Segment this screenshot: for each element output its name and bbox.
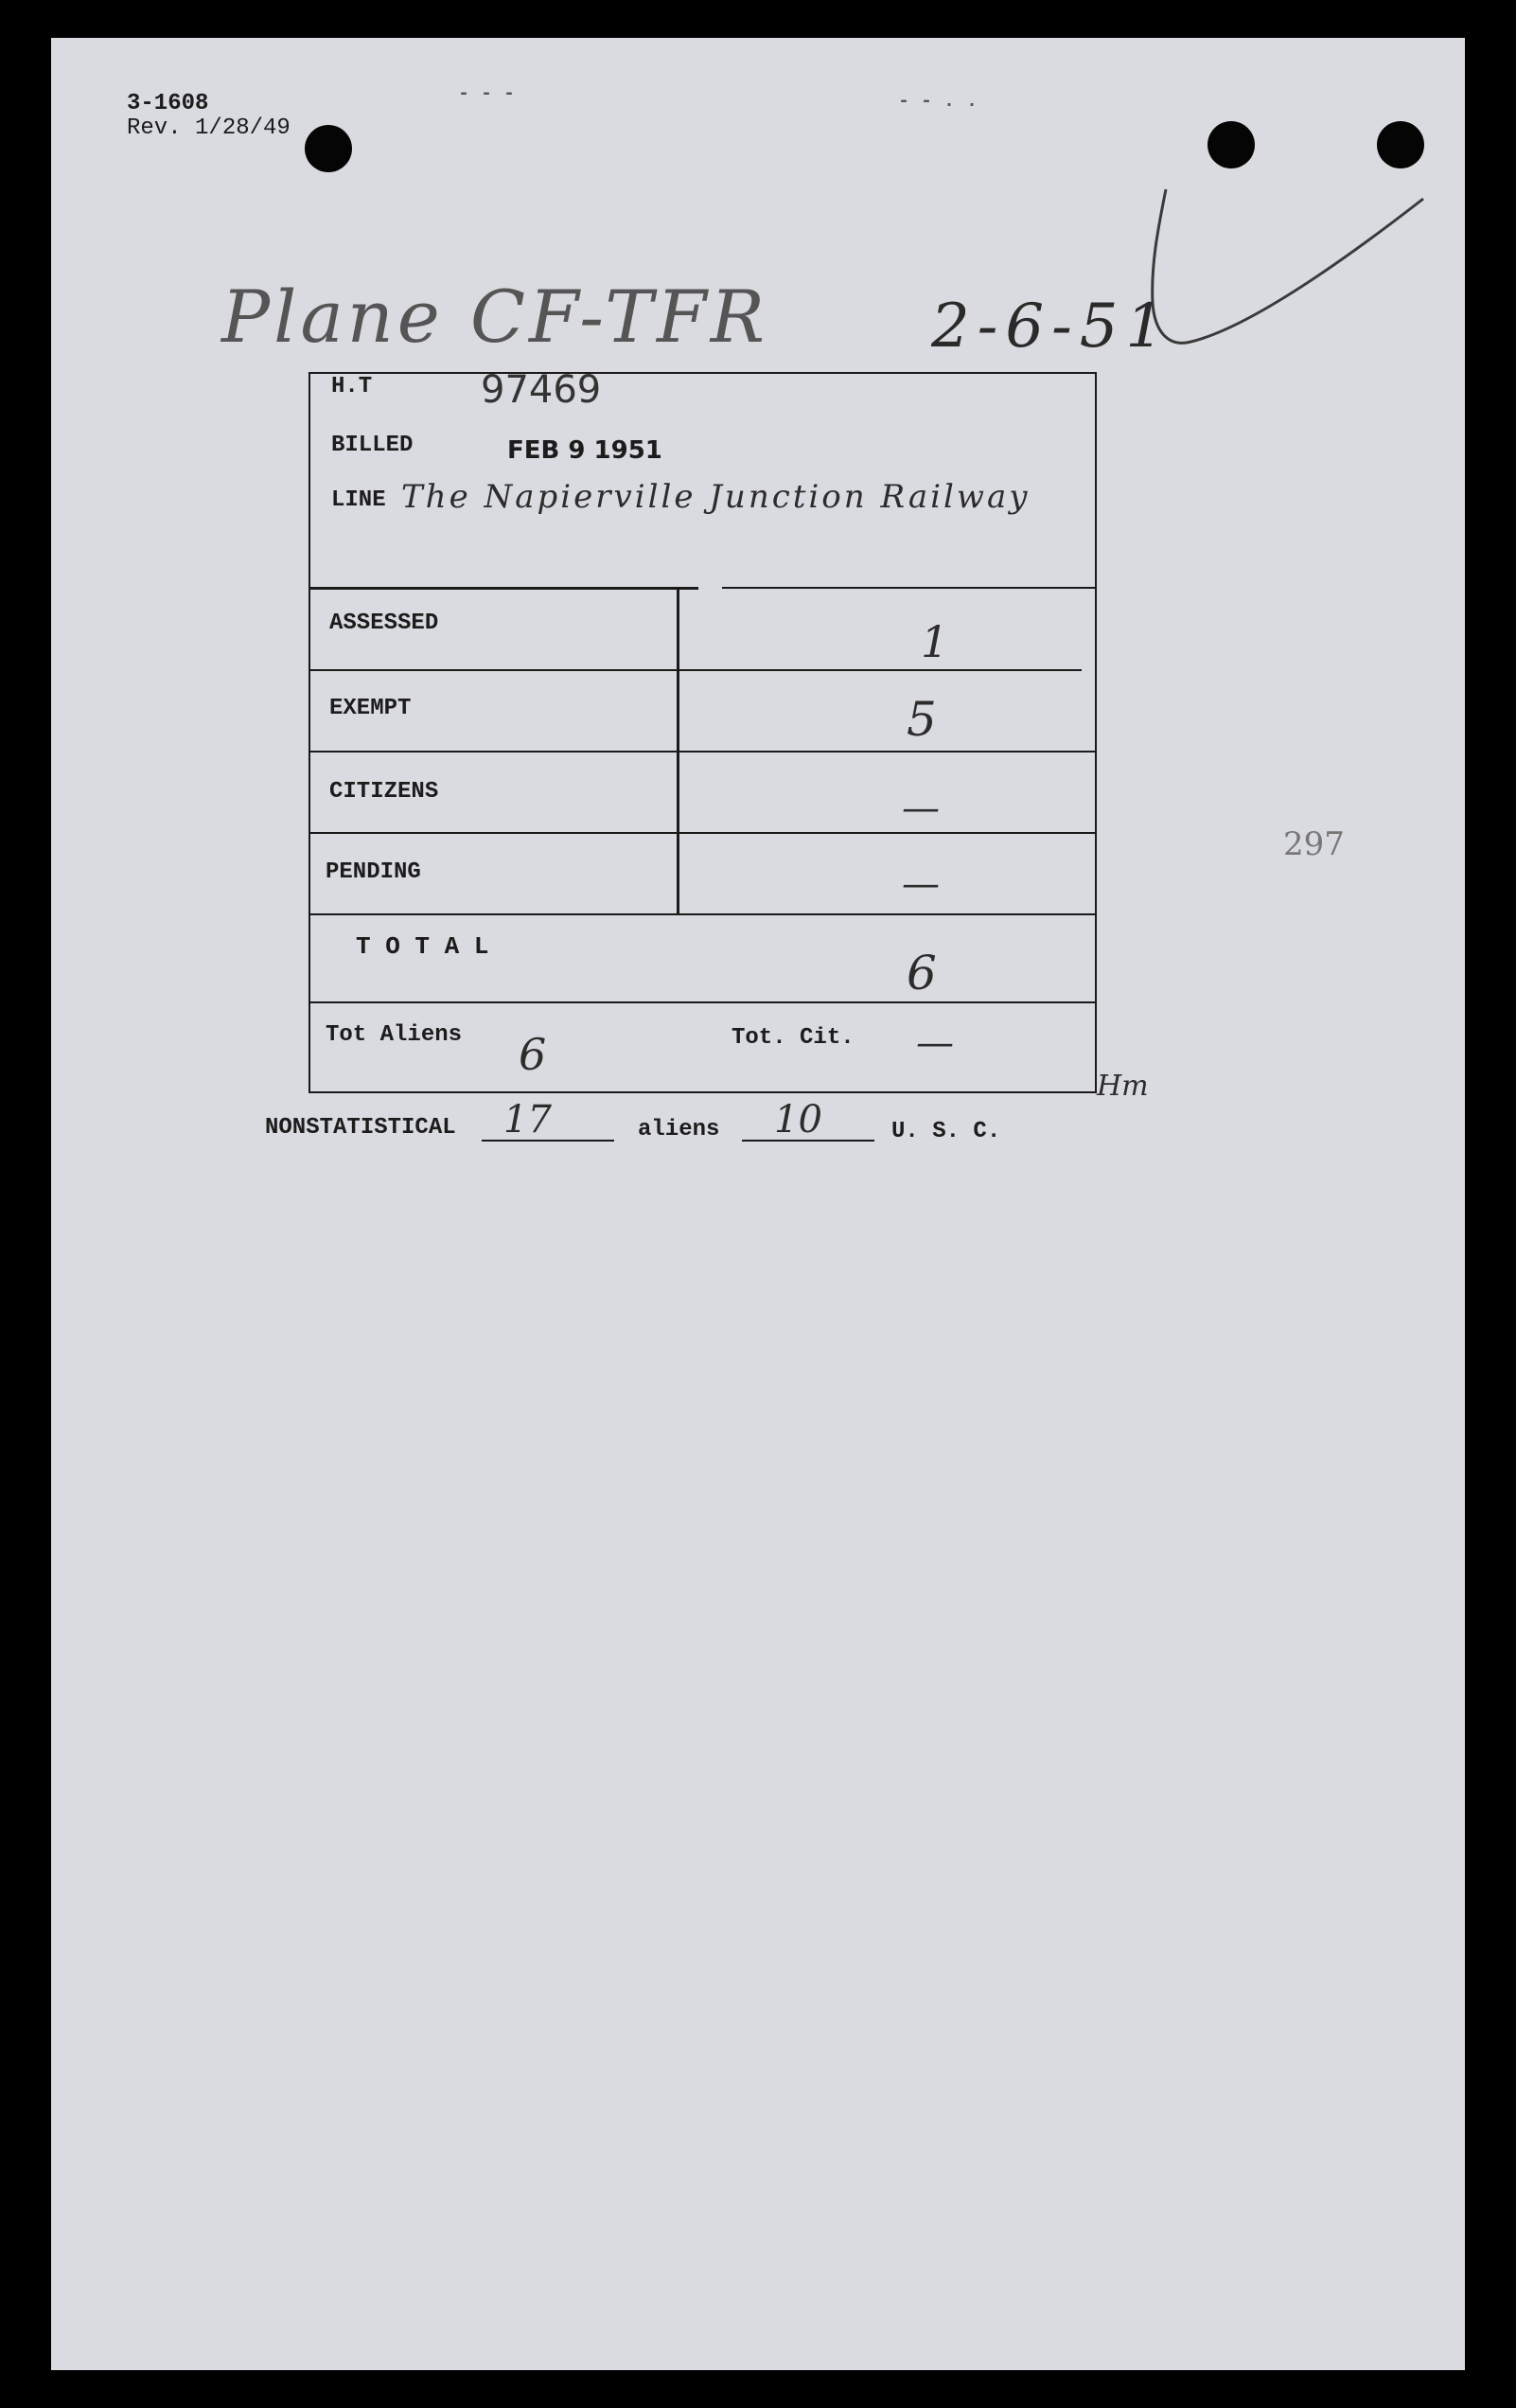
row-label-exempt: EXEMPT <box>329 696 412 721</box>
row-value-assessed: 1 <box>921 616 949 667</box>
tot-aliens-value: 6 <box>519 1029 547 1080</box>
document-sheet <box>51 38 1465 2370</box>
rule-row-3 <box>310 832 1096 834</box>
page-number: 297 <box>1283 825 1345 863</box>
row-label-citizens: CITIZENS <box>329 779 439 805</box>
ht-number: 97469 <box>481 368 602 412</box>
billed-date-stamp: FEB 9 1951 <box>507 436 662 465</box>
tot-cit-value: — <box>916 1021 954 1065</box>
form-id: 3-1608 <box>127 91 209 116</box>
ht-label: H.T <box>331 374 373 399</box>
row-value-pending: — <box>902 862 940 906</box>
rule-row-1 <box>310 669 1082 671</box>
punch-hole-left <box>305 125 352 172</box>
rule-row-4 <box>310 913 1096 915</box>
total-value: 6 <box>907 946 937 1000</box>
check-mark-stroke <box>1139 142 1442 388</box>
rule-top-left <box>310 587 698 590</box>
line-label: LINE <box>331 487 386 513</box>
row-value-exempt: 5 <box>907 692 937 747</box>
rule-row-2 <box>310 751 1096 752</box>
column-divider <box>677 587 679 913</box>
row-label-pending: PENDING <box>326 859 421 885</box>
aliens-label: aliens <box>638 1117 720 1142</box>
tot-aliens-label: Tot Aliens <box>326 1022 463 1048</box>
billed-label: BILLED <box>331 433 414 458</box>
header-marks-right: - - . . <box>898 91 978 113</box>
rule-row-5 <box>310 1001 1096 1003</box>
total-label: T O T A L <box>356 932 489 961</box>
nonstat-aliens-value: 17 <box>503 1098 552 1142</box>
usc-label: U. S. C. <box>891 1119 1001 1144</box>
plane-note: Plane CF-TFR <box>221 274 768 359</box>
initials: Hm <box>1097 1070 1149 1103</box>
usc-value: 10 <box>774 1098 822 1142</box>
form-revision: Rev. 1/28/49 <box>127 115 291 141</box>
date-note: 2-6-51 <box>931 292 1172 362</box>
tot-cit-label: Tot. Cit. <box>732 1025 855 1051</box>
rule-top-right <box>722 587 1096 589</box>
row-label-assessed: ASSESSED <box>329 611 439 636</box>
header-marks-left: - - - <box>458 83 516 105</box>
row-value-citizens: — <box>902 787 940 830</box>
line-value: The Napierville Junction Railway <box>401 478 1031 516</box>
manifest-form-box <box>308 368 1097 1093</box>
nonstat-label: NONSTATISTICAL <box>265 1115 456 1141</box>
